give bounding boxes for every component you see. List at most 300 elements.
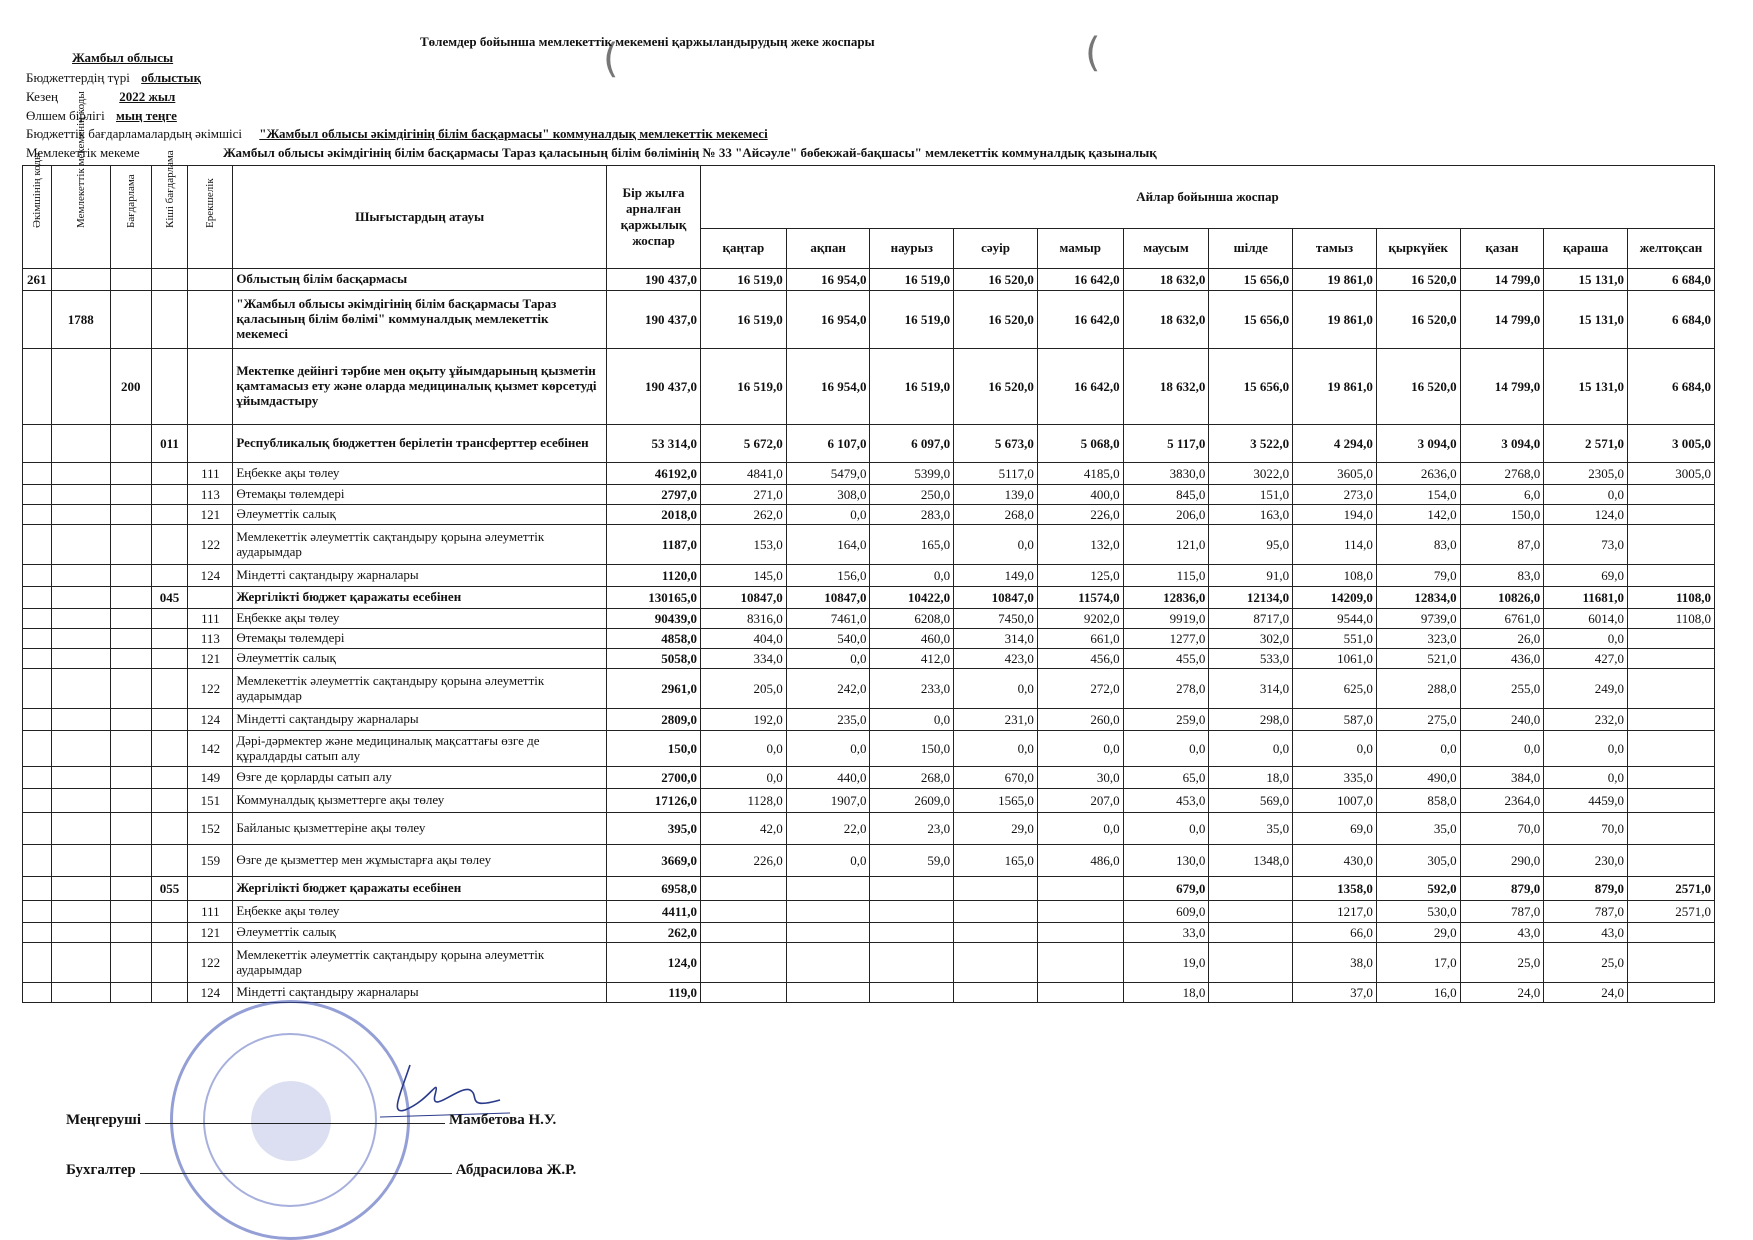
month-value-cell: 0,0 <box>786 505 870 525</box>
month-value-cell: 314,0 <box>954 629 1038 649</box>
month-value-cell: 0,0 <box>870 565 954 587</box>
month-value-cell: 259,0 <box>1123 709 1209 731</box>
annual-plan-cell: 119,0 <box>607 983 701 1003</box>
month-header: наурыз <box>870 228 954 268</box>
code-cell: 151 <box>188 789 233 813</box>
institution-value: Жамбыл облысы әкімдігінің білім басқармасы Тараз қаласының білім бөлімінің № 33 "Айсәуле" бөбекжай-бақшасы" мемлекеттік коммуналдық қазыналық <box>222 145 1157 160</box>
month-value-cell <box>1628 525 1715 565</box>
month-value-cell: 3022,0 <box>1209 463 1293 485</box>
month-value-cell: 108,0 <box>1293 565 1377 587</box>
month-value-cell: 271,0 <box>700 485 786 505</box>
month-value-cell: 0,0 <box>1544 767 1628 789</box>
expense-name-cell: Еңбекке ақы төлеу <box>233 463 607 485</box>
month-value-cell: 240,0 <box>1460 709 1544 731</box>
month-value-cell: 0,0 <box>954 731 1038 767</box>
code-cell <box>110 767 151 789</box>
code-cell <box>51 525 110 565</box>
month-value-cell: 268,0 <box>870 767 954 789</box>
expense-name-cell: Республикалық бюджеттен берілетін трансферттер есебінен <box>233 425 607 463</box>
month-value-cell: 290,0 <box>1460 845 1544 877</box>
annual-plan-cell: 2961,0 <box>607 669 701 709</box>
code-cell <box>23 649 52 669</box>
expense-name-cell: Жергілікті бюджет қаражаты есебінен <box>233 877 607 901</box>
month-value-cell: 5 068,0 <box>1037 425 1123 463</box>
month-value-cell: 24,0 <box>1460 983 1544 1003</box>
col-name: Шығыстардың атауы <box>233 166 607 269</box>
month-value-cell: 17,0 <box>1376 943 1460 983</box>
annual-plan-cell: 2018,0 <box>607 505 701 525</box>
head-signature-line <box>66 1112 556 1129</box>
month-value-cell: 121,0 <box>1123 525 1209 565</box>
month-value-cell: 3 094,0 <box>1460 425 1544 463</box>
month-value-cell: 10847,0 <box>786 587 870 609</box>
code-cell: 124 <box>188 983 233 1003</box>
month-value-cell <box>1628 709 1715 731</box>
month-value-cell: 14 799,0 <box>1460 349 1544 425</box>
month-value-cell: 7461,0 <box>786 609 870 629</box>
month-value-cell: 625,0 <box>1293 669 1377 709</box>
code-cell <box>23 291 52 349</box>
month-value-cell: 124,0 <box>1544 505 1628 525</box>
month-value-cell: 150,0 <box>870 731 954 767</box>
code-cell: 200 <box>110 349 151 425</box>
month-value-cell: 18 632,0 <box>1123 349 1209 425</box>
month-value-cell: 15 656,0 <box>1209 349 1293 425</box>
month-value-cell: 19,0 <box>1123 943 1209 983</box>
budget-type-value: облыстық <box>141 70 202 85</box>
code-cell <box>110 943 151 983</box>
month-value-cell: 33,0 <box>1123 923 1209 943</box>
month-value-cell: 540,0 <box>786 629 870 649</box>
code-cell <box>23 923 52 943</box>
code-cell <box>51 349 110 425</box>
code-cell <box>23 767 52 789</box>
accountant-name: Абдрасилова Ж.Р. <box>455 1162 577 1178</box>
code-cell <box>110 565 151 587</box>
code-cell <box>151 463 188 485</box>
code-cell <box>51 943 110 983</box>
code-cell <box>110 901 151 923</box>
code-cell <box>23 943 52 983</box>
code-cell <box>23 425 52 463</box>
month-value-cell: 430,0 <box>1293 845 1377 877</box>
month-value-cell: 16 642,0 <box>1037 349 1123 425</box>
code-cell <box>151 789 188 813</box>
month-value-cell <box>870 877 954 901</box>
code-cell <box>23 525 52 565</box>
month-value-cell: 1007,0 <box>1293 789 1377 813</box>
code-cell <box>51 767 110 789</box>
month-value-cell: 73,0 <box>1544 525 1628 565</box>
month-value-cell: 440,0 <box>786 767 870 789</box>
month-value-cell <box>1209 901 1293 923</box>
code-cell <box>51 923 110 943</box>
code-cell <box>23 609 52 629</box>
code-cell <box>51 845 110 877</box>
code-cell <box>110 669 151 709</box>
month-value-cell: 206,0 <box>1123 505 1209 525</box>
month-value-cell: 16 519,0 <box>700 269 786 291</box>
month-value-cell: 18,0 <box>1209 767 1293 789</box>
month-value-cell: 153,0 <box>700 525 786 565</box>
month-value-cell: 207,0 <box>1037 789 1123 813</box>
head-label: Меңгеруші <box>66 1112 142 1128</box>
month-value-cell <box>954 943 1038 983</box>
month-value-cell: 14209,0 <box>1293 587 1377 609</box>
code-cell <box>151 525 188 565</box>
expense-name-cell: Әлеуметтік салық <box>233 923 607 943</box>
code-cell <box>110 709 151 731</box>
expense-name-cell: "Жамбыл облысы әкімдігінің білім басқармасы Тараз қаласының білім бөлімі" коммуналдық мемлекеттік мекемесі <box>233 291 607 349</box>
annual-plan-cell: 262,0 <box>607 923 701 943</box>
col-monthly: Айлар бойынша жоспар <box>700 166 1714 229</box>
month-value-cell <box>954 923 1038 943</box>
table-row <box>23 789 1715 813</box>
month-value-cell: 10826,0 <box>1460 587 1544 609</box>
month-value-cell: 521,0 <box>1376 649 1460 669</box>
budget-type-label: Бюджеттердің түрі <box>26 70 130 85</box>
month-value-cell: 1565,0 <box>954 789 1038 813</box>
annual-plan-cell: 53 314,0 <box>607 425 701 463</box>
code-cell <box>188 587 233 609</box>
month-value-cell: 16 642,0 <box>1037 269 1123 291</box>
code-cell <box>151 269 188 291</box>
code-cell <box>23 669 52 709</box>
month-value-cell: 1061,0 <box>1293 649 1377 669</box>
code-cell: 122 <box>188 669 233 709</box>
month-value-cell: 302,0 <box>1209 629 1293 649</box>
month-value-cell: 42,0 <box>700 813 786 845</box>
code-cell <box>110 269 151 291</box>
institution-label: Мемлекеттік мекеме <box>26 145 140 160</box>
month-value-cell <box>1628 669 1715 709</box>
month-value-cell: 250,0 <box>870 485 954 505</box>
month-value-cell: 530,0 <box>1376 901 1460 923</box>
month-value-cell: 0,0 <box>1123 731 1209 767</box>
annual-plan-cell: 2700,0 <box>607 767 701 789</box>
code-cell <box>23 349 52 425</box>
month-value-cell: 4185,0 <box>1037 463 1123 485</box>
document-title: Төлемдер бойынша мемлекеттік мекемені қаржыландырудың жеке жоспары <box>420 34 875 49</box>
month-value-cell: 787,0 <box>1544 901 1628 923</box>
code-cell <box>151 709 188 731</box>
month-value-cell: 455,0 <box>1123 649 1209 669</box>
col-inst-code: Мемлекеттік мекеменің коды <box>51 166 110 269</box>
month-value-cell: 25,0 <box>1544 943 1628 983</box>
month-value-cell: 0,0 <box>1376 731 1460 767</box>
code-cell: 1788 <box>51 291 110 349</box>
month-value-cell: 569,0 <box>1209 789 1293 813</box>
code-cell <box>110 813 151 845</box>
code-cell: 121 <box>188 923 233 943</box>
code-cell <box>151 505 188 525</box>
code-cell <box>110 923 151 943</box>
month-value-cell: 70,0 <box>1460 813 1544 845</box>
code-cell <box>188 349 233 425</box>
month-value-cell <box>1209 943 1293 983</box>
code-cell: 152 <box>188 813 233 845</box>
code-cell <box>51 505 110 525</box>
code-cell: 111 <box>188 609 233 629</box>
month-value-cell: 165,0 <box>954 845 1038 877</box>
expense-name-cell: Еңбекке ақы төлеу <box>233 901 607 923</box>
month-value-cell <box>954 877 1038 901</box>
month-value-cell: 16 520,0 <box>954 349 1038 425</box>
month-value-cell <box>1628 923 1715 943</box>
expense-name-cell: Өзге де қорларды сатып алу <box>233 767 607 789</box>
annual-plan-cell: 190 437,0 <box>607 349 701 425</box>
month-value-cell <box>1628 845 1715 877</box>
month-value-cell: 0,0 <box>786 731 870 767</box>
month-value-cell: 845,0 <box>1123 485 1209 505</box>
code-cell <box>51 269 110 291</box>
budget-type <box>26 70 201 86</box>
month-value-cell <box>1209 877 1293 901</box>
expense-name-cell: Жергілікті бюджет қаражаты есебінен <box>233 587 607 609</box>
expense-name-cell: Әлеуметтік салық <box>233 649 607 669</box>
month-value-cell: 16 519,0 <box>870 291 954 349</box>
code-cell <box>151 565 188 587</box>
annual-plan-cell: 46192,0 <box>607 463 701 485</box>
code-cell <box>110 291 151 349</box>
month-value-cell: 0,0 <box>954 669 1038 709</box>
month-value-cell: 400,0 <box>1037 485 1123 505</box>
code-cell <box>51 609 110 629</box>
month-value-cell: 0,0 <box>700 731 786 767</box>
month-value-cell: 83,0 <box>1376 525 1460 565</box>
month-value-cell: 16,0 <box>1376 983 1460 1003</box>
month-value-cell: 12836,0 <box>1123 587 1209 609</box>
month-value-cell: 145,0 <box>700 565 786 587</box>
code-cell <box>151 349 188 425</box>
month-value-cell: 15 656,0 <box>1209 291 1293 349</box>
code-cell <box>110 525 151 565</box>
code-cell: 121 <box>188 505 233 525</box>
month-value-cell: 0,0 <box>700 767 786 789</box>
month-value-cell: 6761,0 <box>1460 609 1544 629</box>
month-value-cell <box>1628 983 1715 1003</box>
code-cell <box>51 565 110 587</box>
month-value-cell: 298,0 <box>1209 709 1293 731</box>
month-value-cell: 114,0 <box>1293 525 1377 565</box>
month-value-cell: 551,0 <box>1293 629 1377 649</box>
annual-plan-cell: 4858,0 <box>607 629 701 649</box>
month-value-cell: 16 519,0 <box>700 291 786 349</box>
month-value-cell: 1907,0 <box>786 789 870 813</box>
table-row <box>23 731 1715 767</box>
code-cell <box>51 709 110 731</box>
month-value-cell: 670,0 <box>954 767 1038 789</box>
code-cell: 113 <box>188 629 233 649</box>
month-value-cell: 0,0 <box>954 525 1038 565</box>
annual-plan-cell: 90439,0 <box>607 609 701 629</box>
code-cell <box>51 983 110 1003</box>
code-cell <box>151 609 188 629</box>
code-cell <box>23 731 52 767</box>
month-value-cell: 24,0 <box>1544 983 1628 1003</box>
annual-plan-cell: 190 437,0 <box>607 291 701 349</box>
annual-plan-cell: 2797,0 <box>607 485 701 505</box>
month-value-cell: 305,0 <box>1376 845 1460 877</box>
code-cell <box>188 425 233 463</box>
col-subprogram: Кіші бағдарлама <box>151 166 188 269</box>
month-value-cell: 288,0 <box>1376 669 1460 709</box>
month-value-cell: 0,0 <box>1209 731 1293 767</box>
col-specific: Ерекшелік <box>188 166 233 269</box>
month-value-cell: 423,0 <box>954 649 1038 669</box>
month-value-cell: 273,0 <box>1293 485 1377 505</box>
month-value-cell: 0,0 <box>1544 485 1628 505</box>
month-value-cell: 10422,0 <box>870 587 954 609</box>
month-value-cell <box>1037 923 1123 943</box>
month-value-cell: 1108,0 <box>1628 587 1715 609</box>
month-value-cell: 12134,0 <box>1209 587 1293 609</box>
admin <box>26 126 768 142</box>
month-value-cell: 0,0 <box>1293 731 1377 767</box>
month-value-cell: 16 954,0 <box>786 349 870 425</box>
month-value-cell: 91,0 <box>1209 565 1293 587</box>
month-header: ақпан <box>786 228 870 268</box>
month-value-cell <box>1628 731 1715 767</box>
month-value-cell <box>870 923 954 943</box>
month-value-cell: 165,0 <box>870 525 954 565</box>
month-value-cell: 6 107,0 <box>786 425 870 463</box>
month-value-cell: 59,0 <box>870 845 954 877</box>
expense-name-cell: Мемлекеттік әлеуметтік сақтандыру қорына әлеуметтік аударымдар <box>233 525 607 565</box>
month-value-cell <box>786 901 870 923</box>
month-value-cell: 16 520,0 <box>1376 349 1460 425</box>
month-value-cell: 125,0 <box>1037 565 1123 587</box>
table-row <box>23 425 1715 463</box>
expense-name-cell: Мектепке дейінгі тәрбие мен оқыту ұйымдарының қызметін қамтамасыз ету және оларда медициналық қызмет көрсетуді ұйымдастыру <box>233 349 607 425</box>
col-annual: Бір жылға арналған қаржылық жоспар <box>607 166 701 269</box>
month-value-cell <box>1209 983 1293 1003</box>
month-value-cell <box>700 877 786 901</box>
code-cell <box>23 845 52 877</box>
month-value-cell: 12834,0 <box>1376 587 1460 609</box>
expense-name-cell: Міндетті сақтандыру жарналары <box>233 565 607 587</box>
month-value-cell: 0,0 <box>1037 813 1123 845</box>
code-cell: 111 <box>188 463 233 485</box>
code-cell <box>110 425 151 463</box>
month-value-cell: 9202,0 <box>1037 609 1123 629</box>
admin-value: "Жамбыл облысы әкімдігінің білім басқармасы" коммуналдық мемлекеттік мекемесі <box>259 126 768 141</box>
institution <box>26 145 1157 161</box>
code-cell <box>151 291 188 349</box>
month-value-cell: 609,0 <box>1123 901 1209 923</box>
code-cell <box>151 669 188 709</box>
month-value-cell: 5 673,0 <box>954 425 1038 463</box>
code-cell <box>151 845 188 877</box>
annual-plan-cell: 17126,0 <box>607 789 701 813</box>
table-row <box>23 845 1715 877</box>
annual-plan-cell: 4411,0 <box>607 901 701 923</box>
month-value-cell: 23,0 <box>870 813 954 845</box>
month-value-cell: 2609,0 <box>870 789 954 813</box>
code-cell <box>110 587 151 609</box>
month-header: қазан <box>1460 228 1544 268</box>
expense-name-cell: Мемлекеттік әлеуметтік сақтандыру қорына әлеуметтік аударымдар <box>233 943 607 983</box>
month-value-cell: 139,0 <box>954 485 1038 505</box>
code-cell: 159 <box>188 845 233 877</box>
month-value-cell: 2571,0 <box>1628 877 1715 901</box>
table-row <box>23 923 1715 943</box>
code-cell <box>151 923 188 943</box>
month-value-cell: 16 520,0 <box>954 269 1038 291</box>
code-cell: 149 <box>188 767 233 789</box>
month-value-cell: 661,0 <box>1037 629 1123 649</box>
table-row <box>23 901 1715 923</box>
month-value-cell <box>786 877 870 901</box>
code-cell <box>110 983 151 1003</box>
code-cell <box>51 587 110 609</box>
code-cell <box>23 789 52 813</box>
month-header: мамыр <box>1037 228 1123 268</box>
period-value: 2022 жыл <box>119 89 176 104</box>
month-value-cell: 18 632,0 <box>1123 291 1209 349</box>
table-row <box>23 943 1715 983</box>
code-cell <box>51 901 110 923</box>
code-cell <box>110 731 151 767</box>
month-value-cell: 83,0 <box>1460 565 1544 587</box>
code-cell <box>110 609 151 629</box>
code-cell <box>151 983 188 1003</box>
code-cell <box>188 269 233 291</box>
month-value-cell <box>1628 813 1715 845</box>
month-value-cell: 18,0 <box>1123 983 1209 1003</box>
month-value-cell: 0,0 <box>870 709 954 731</box>
expense-name-cell: Мемлекеттік әлеуметтік сақтандыру қорына әлеуметтік аударымдар <box>233 669 607 709</box>
month-value-cell: 412,0 <box>870 649 954 669</box>
month-value-cell: 38,0 <box>1293 943 1377 983</box>
month-value-cell: 3 005,0 <box>1628 425 1715 463</box>
code-cell <box>151 649 188 669</box>
month-value-cell: 29,0 <box>1376 923 1460 943</box>
month-value-cell: 11681,0 <box>1544 587 1628 609</box>
month-value-cell <box>1628 789 1715 813</box>
month-value-cell: 3005,0 <box>1628 463 1715 485</box>
month-value-cell: 0,0 <box>1460 731 1544 767</box>
expense-name-cell: Дәрі-дәрмектер және медициналық мақсаттағы өзге де құралдарды сатып алу <box>233 731 607 767</box>
month-value-cell <box>1628 767 1715 789</box>
month-value-cell: 9919,0 <box>1123 609 1209 629</box>
month-value-cell: 151,0 <box>1209 485 1293 505</box>
month-value-cell: 4459,0 <box>1544 789 1628 813</box>
month-value-cell <box>1037 943 1123 983</box>
month-header: қаңтар <box>700 228 786 268</box>
code-cell: 124 <box>188 565 233 587</box>
unit-label: Өлшем бірлігі <box>26 108 105 123</box>
table-row <box>23 649 1715 669</box>
table-row <box>23 291 1715 349</box>
expense-name-cell: Әлеуметтік салық <box>233 505 607 525</box>
table-row <box>23 525 1715 565</box>
month-value-cell: 130,0 <box>1123 845 1209 877</box>
month-value-cell: 0,0 <box>786 649 870 669</box>
month-value-cell: 230,0 <box>1544 845 1628 877</box>
month-value-cell: 1217,0 <box>1293 901 1377 923</box>
code-cell <box>188 291 233 349</box>
month-value-cell: 879,0 <box>1544 877 1628 901</box>
month-value-cell: 6 684,0 <box>1628 349 1715 425</box>
table-row <box>23 565 1715 587</box>
table-row <box>23 813 1715 845</box>
annual-plan-cell: 124,0 <box>607 943 701 983</box>
code-cell <box>23 505 52 525</box>
month-value-cell: 2636,0 <box>1376 463 1460 485</box>
month-value-cell: 0,0 <box>1123 813 1209 845</box>
month-value-cell: 9739,0 <box>1376 609 1460 629</box>
